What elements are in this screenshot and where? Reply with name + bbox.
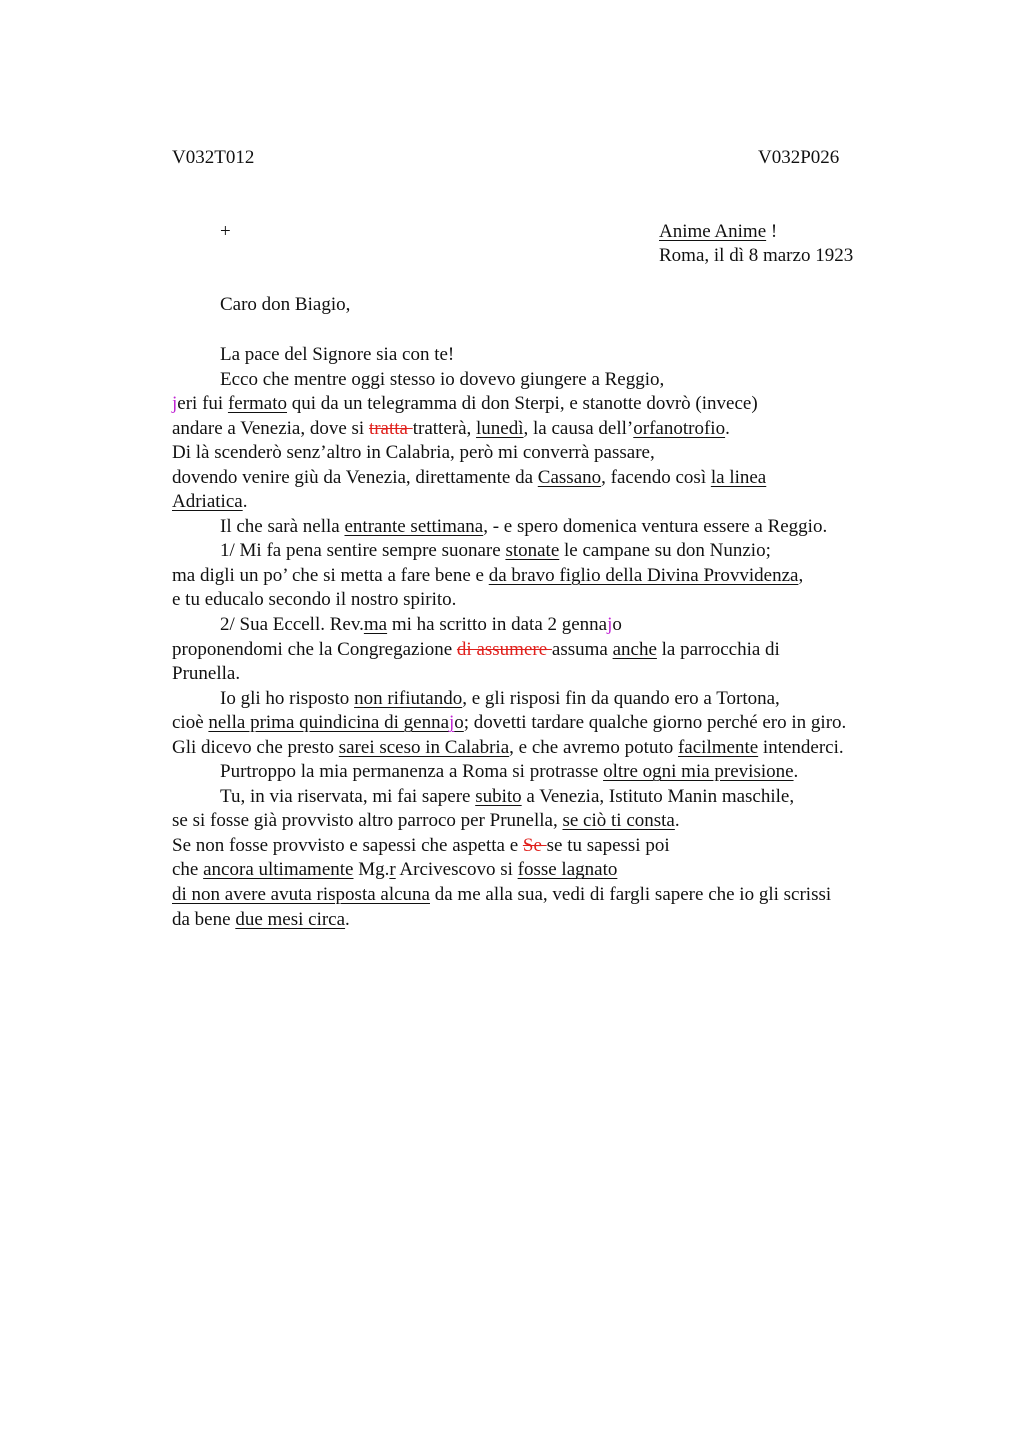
- body-line: [172, 638, 952, 663]
- text-run: , la causa dell’: [523, 417, 634, 439]
- text-run: la parrocchia di: [656, 638, 780, 660]
- text-run: Arcivescovo si: [395, 859, 518, 881]
- underlined-text: oltre ogni mia previsione: [603, 761, 794, 783]
- body-line: [172, 490, 952, 515]
- underlined-text: non rifiutando: [354, 687, 463, 709]
- text-run: Purtroppo la mia permanenza a Roma si protrasse: [220, 761, 604, 783]
- underlined-text: r: [389, 859, 396, 881]
- body-line: [172, 441, 952, 466]
- body-line: [172, 760, 952, 785]
- letter-body: [172, 343, 952, 932]
- deleted-text: Se: [522, 834, 547, 856]
- text-run: se tu sapessi poi: [546, 834, 670, 856]
- text-run: 1/ Mi fa pena sentire sempre suonare: [220, 540, 506, 562]
- text-run: ma digli un po’ che si metta a fare bene e: [172, 564, 489, 586]
- underlined-text: se ciò ti consta: [562, 810, 675, 832]
- text-run: Ecco che mentre oggi stesso io dovevo giungere a Reggio,: [220, 368, 665, 390]
- document-code-left: V032T012: [172, 147, 255, 168]
- text-run: o: [612, 614, 622, 636]
- text-run: Prunella.: [172, 663, 241, 685]
- text-run: assuma: [551, 638, 613, 660]
- body-line: [172, 515, 952, 540]
- text-run: Io gli ho risposto: [220, 687, 355, 709]
- body-line: [172, 539, 952, 564]
- text-run: da me alla sua, vedi di fargli sapere che io gli scrissi: [429, 884, 832, 906]
- body-line: [172, 588, 952, 613]
- motto-text: Anime Anime: [659, 221, 767, 242]
- text-run: dovendo venire giù da Venezia, direttamente da: [172, 466, 538, 488]
- place-date: Roma, il dì 8 marzo 1923: [659, 245, 854, 266]
- text-run: .: [793, 761, 799, 783]
- text-run: Gli dicevo che presto: [172, 736, 339, 758]
- inserted-letter: j: [172, 393, 178, 415]
- underlined-text: ancora ultimamente: [203, 859, 354, 881]
- underlined-text: di non avere avuta risposta alcuna: [172, 884, 430, 906]
- underlined-text: da bravo figlio della Divina Provvidenza: [488, 564, 799, 586]
- body-line: [172, 883, 952, 908]
- underlined-text: ma: [363, 614, 388, 636]
- cross-mark: +: [220, 221, 231, 242]
- body-line: [172, 368, 952, 393]
- document-code-right: V032P026: [758, 147, 840, 168]
- body-line: [172, 809, 952, 834]
- text-run: Il che sarà nella: [220, 515, 345, 537]
- body-line: [172, 466, 952, 491]
- text-run: che: [172, 859, 204, 881]
- text-run: se si fosse già provvisto altro parroco per Prunella,: [172, 810, 563, 832]
- text-run: le campane su don Nunzio;: [559, 540, 771, 562]
- underlined-text: lunedì: [476, 417, 524, 439]
- text-run: proponendomi che la Congregazione: [172, 638, 457, 660]
- body-line: [172, 736, 952, 761]
- text-run: ,: [798, 564, 804, 586]
- text-run: .: [242, 491, 248, 513]
- text-run: Se non fosse provvisto e sapessi che aspetta e: [172, 834, 523, 856]
- text-run: Mg.: [353, 859, 390, 881]
- deleted-text: tratta: [368, 417, 413, 439]
- text-run: qui da un telegramma di don Sterpi, e stanotte dovrò (invece): [287, 393, 758, 415]
- text-run: eri fui: [177, 393, 228, 415]
- letterhead-motto: [659, 221, 777, 243]
- text-run: , e che avremo potuto: [509, 736, 678, 758]
- underlined-text: due mesi circa: [235, 908, 346, 930]
- body-line: [172, 687, 952, 712]
- body-line: [172, 834, 952, 859]
- text-run: .: [725, 417, 730, 439]
- deleted-text: di assumere: [456, 638, 552, 660]
- underlined-text: entrante settimana: [344, 515, 484, 537]
- underlined-text: orfanotrofio: [633, 417, 726, 439]
- body-line: [172, 662, 952, 687]
- body-line: [172, 613, 952, 638]
- text-run: da bene: [172, 908, 236, 930]
- inserted-letter: j: [607, 614, 613, 636]
- body-line: [172, 785, 952, 810]
- text-run: , e gli risposi fin da quando ero a Tortona,: [462, 687, 780, 709]
- text-run: Di là scenderò senz’altro in Calabria, però mi converrà passare,: [172, 442, 655, 464]
- underlined-text: sarei sceso in Calabria: [338, 736, 510, 758]
- motto-exclamation: !: [766, 221, 778, 242]
- underlined-text: subito: [475, 785, 522, 807]
- text-run: a Venezia, Istituto Manin maschile,: [521, 785, 795, 807]
- text-run: cioè: [172, 712, 209, 734]
- text-run: 2/ Sua Eccell. Rev.: [220, 614, 364, 636]
- underlined-text: fermato: [227, 393, 288, 415]
- text-run: e tu educalo secondo il nostro spirito.: [172, 589, 457, 611]
- text-run: andare a Venezia, dove si: [172, 417, 369, 439]
- underlined-text: stonate: [505, 540, 560, 562]
- text-run: Tu, in via riservata, mi fai sapere: [220, 785, 476, 807]
- body-line: [172, 564, 952, 589]
- underlined-text: Cassano: [537, 466, 602, 488]
- underlined-text: la linea: [710, 466, 767, 488]
- text-run: .: [674, 810, 680, 832]
- text-run: La pace del Signore sia con te!: [220, 344, 455, 365]
- text-run: .: [345, 908, 350, 930]
- body-line: [172, 858, 952, 883]
- body-line: [172, 392, 952, 417]
- underlined-text: nella prima quindicina di genna: [208, 712, 449, 734]
- text-run: ; dovetti tardare qualche giorno perché ero in giro.: [463, 712, 847, 734]
- salutation: Caro don Biagio,: [220, 294, 351, 315]
- text-run: , - e spero domenica ventura essere a Reggio.: [483, 515, 828, 537]
- text-run: mi ha scritto in data 2 genna: [387, 614, 608, 636]
- body-line: [172, 711, 952, 736]
- underlined-text: fosse lagnato: [517, 859, 618, 881]
- body-line: [172, 908, 952, 933]
- underlined-text: Adriatica: [172, 491, 243, 513]
- body-line: [172, 417, 952, 442]
- underlined-text: anche: [612, 638, 657, 660]
- text-run: , facendo così: [601, 466, 711, 488]
- body-line: [172, 343, 952, 368]
- inserted-letter: j: [449, 712, 455, 734]
- underlined-text: o: [454, 712, 464, 734]
- underlined-text: facilmente: [677, 736, 759, 758]
- text-run: intenderci.: [758, 736, 844, 758]
- text-run: tratterà,: [412, 417, 477, 439]
